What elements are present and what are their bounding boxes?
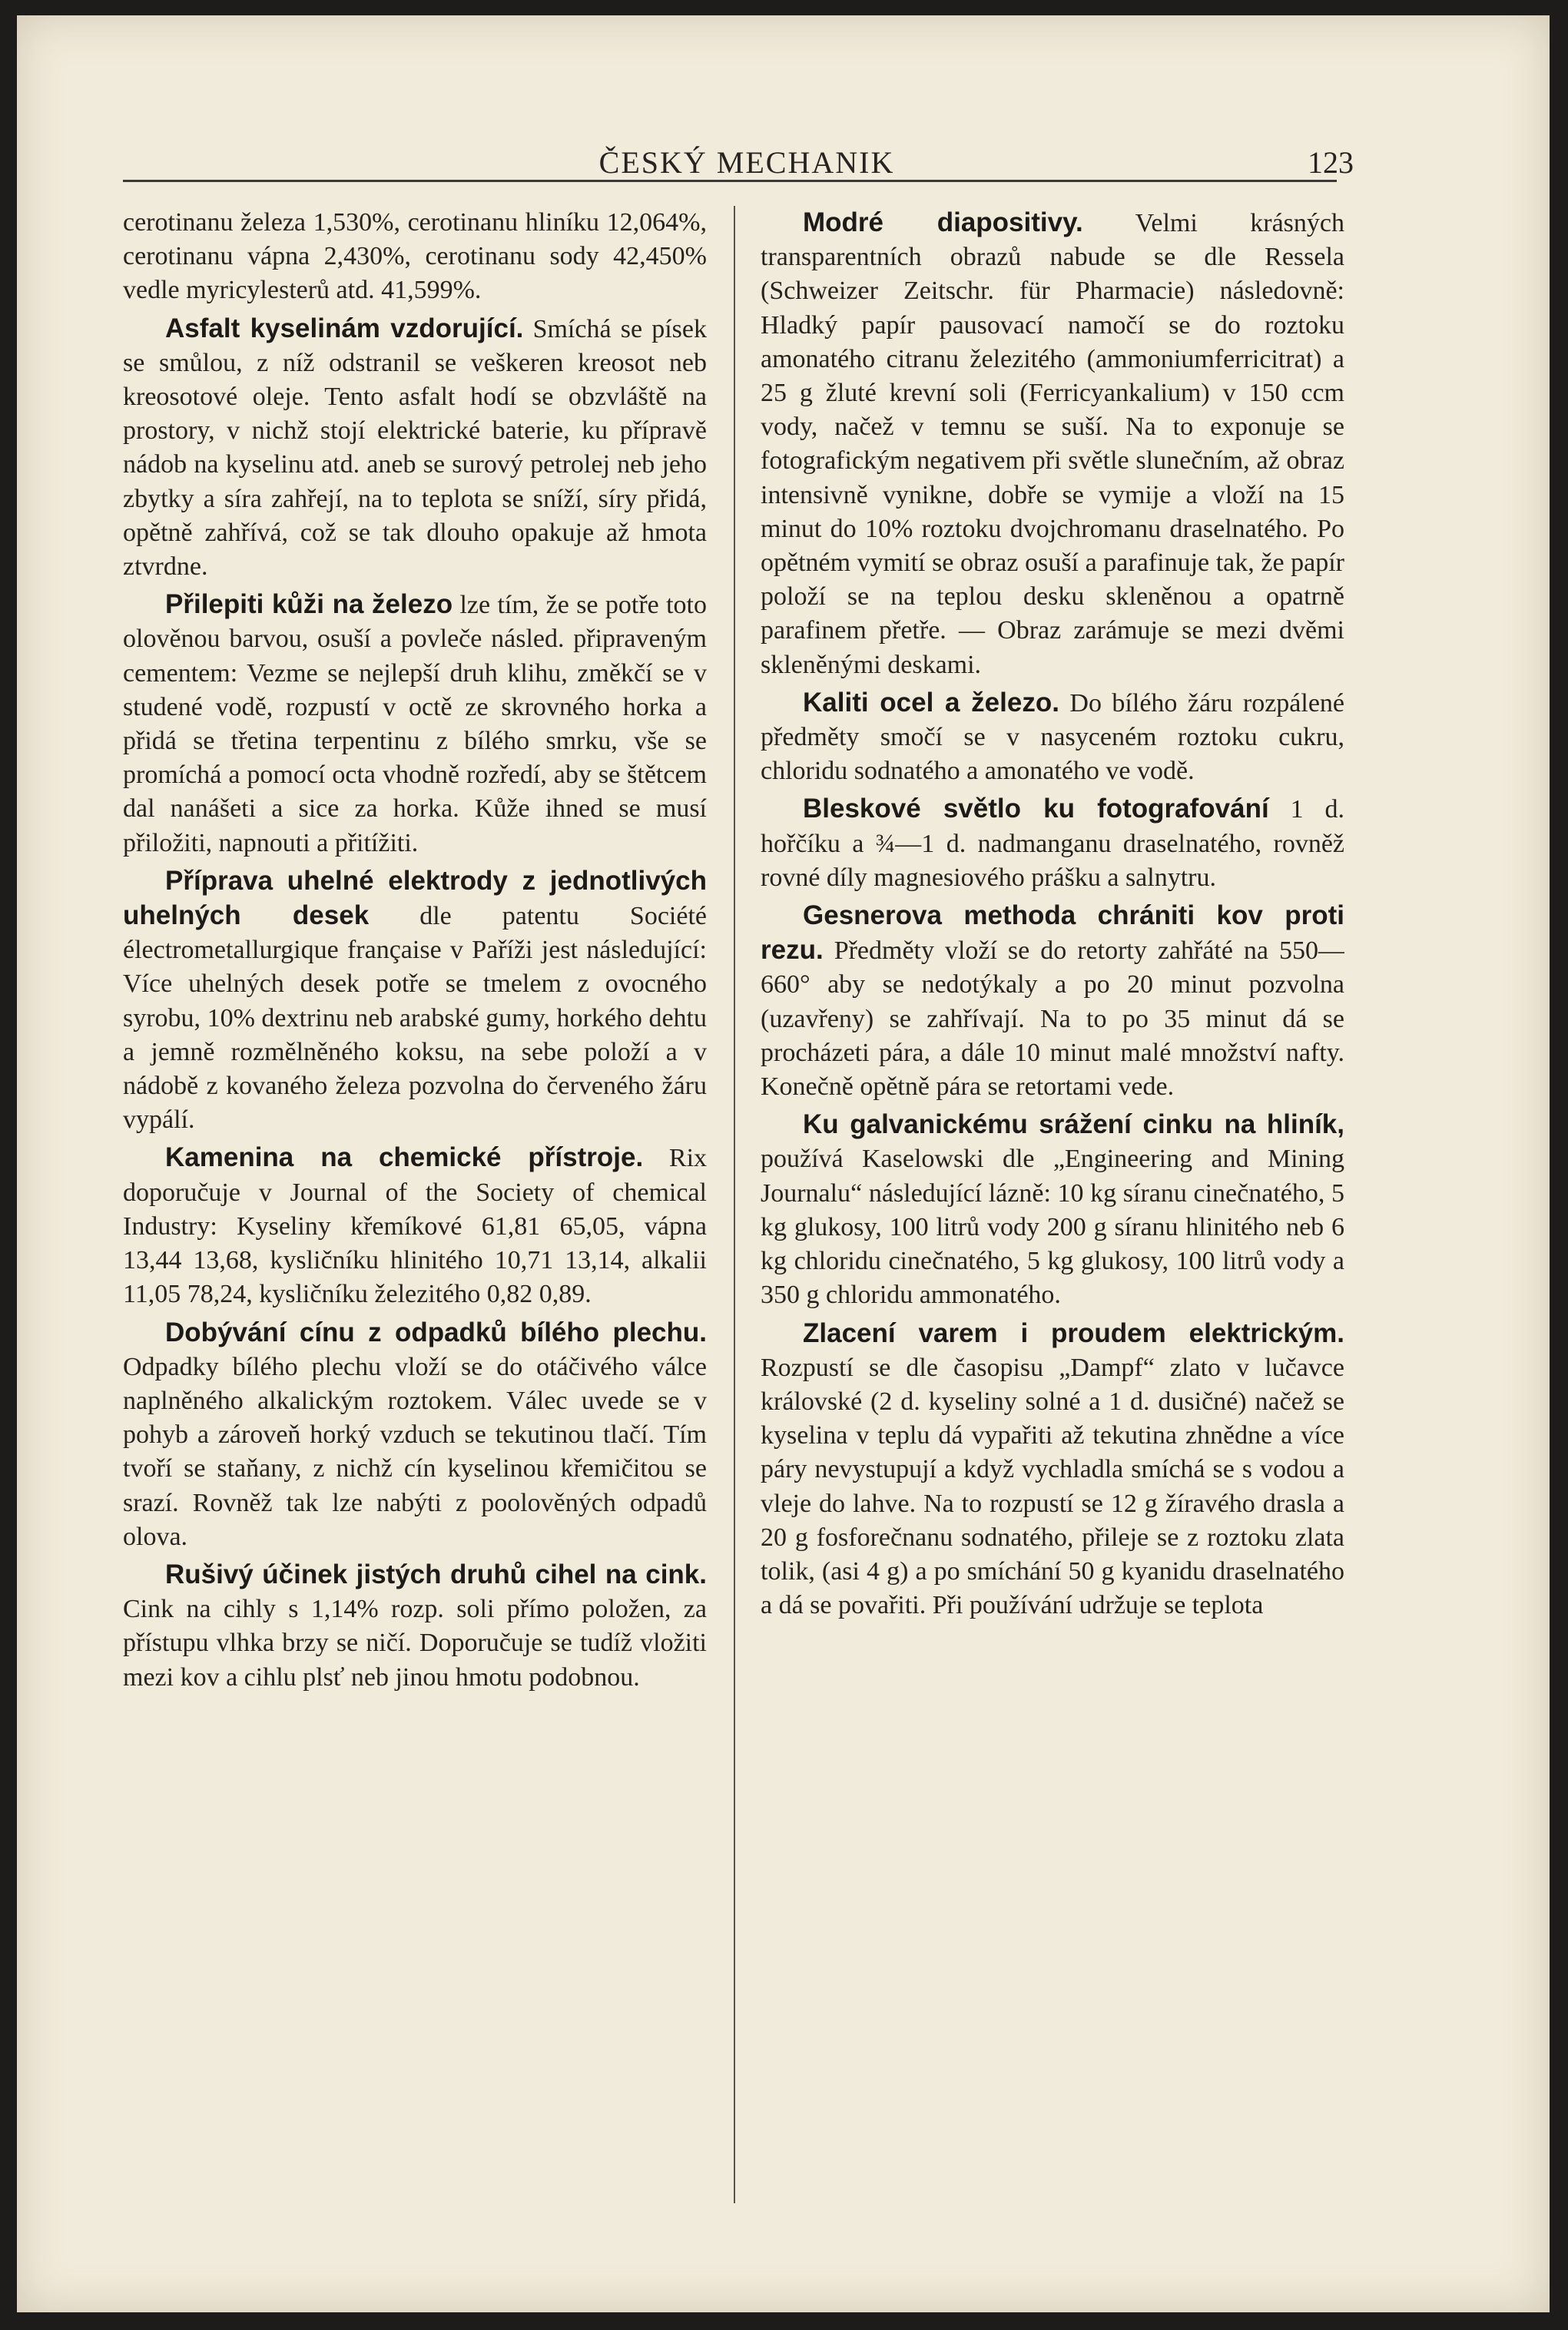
- article-uhelna-elektroda: [123, 864, 707, 1138]
- article-zlaceni: [761, 1317, 1344, 1623]
- article-text: 1 d. hořčíku a ¾—1 d. nadmanganu draselnatého, rovněž rovné díly magnesiového prášku a salnytru.: [761, 795, 1344, 892]
- article-heading: Bleskové světlo ku fotografování: [803, 794, 1269, 824]
- left-column: [123, 206, 707, 2234]
- article-heading: Ku galvanickému srážení cinku na hliník,: [803, 1109, 1344, 1140]
- article-heading: Rušivý účinek jistých druhů cihel na cink.: [165, 1559, 707, 1589]
- article-asfalt: [123, 312, 707, 585]
- article-rusivy-ucinek: [123, 1558, 707, 1695]
- article-heading: Dobývání cínu z odpadků bílého plechu.: [165, 1317, 707, 1347]
- right-column: [761, 206, 1344, 2234]
- header-rule: [123, 180, 1337, 182]
- article-heading: Modré diapositivy.: [803, 207, 1083, 237]
- article-kaliti-ocel: [761, 686, 1344, 789]
- article-heading: Příprava uhelné elektrody z jednotlivých uhelných desek: [123, 865, 707, 931]
- article-text: Odpadky bílého plechu vloží se do otáčivého válce naplněného alkalickým roztokem. Válec uvede se v pohyb a zároveň horký vzduch se tekutinou tlačí. Tím tvoří se staňany, z nichž cín kyselinou křemičitou se srazí. Rovněž tak lze nabýti z poolověných odpadů olova.: [123, 1352, 707, 1551]
- article-bleskove-svetlo: [761, 792, 1344, 895]
- article-kamenina: [123, 1141, 707, 1311]
- article-text: dle patentu Société électrometallurgique française v Paříži jest následující: Více uhelných desek potře se tmelem z ovocného syrobu, 10% dextrinu neb arabské gumy, horkého dehtu a jemně rozmělněného koksu, na sebe položí a v nádobě z kovaného železa pozvolna do červeného žáru vypálí.: [123, 902, 707, 1135]
- article-dobyvani-cinu: [123, 1316, 707, 1554]
- article-modre-diapositivy: [761, 206, 1344, 682]
- article-text: Velmi krásných transparentních obrazů nabude se dle Ressela (Schweizer Zeitschr. für Pharmacie) následovně: Hladký papír pausovací namočí se do roztoku amonatého citranu železitého (ammoniumferricitrat) a 25 g žluté krevní soli (Ferricyankalium) v 150 ccm vody, načež v temnu se suší. Na to exponuje se fotografickým negativem při světle slunečním, až obraz intensivně vynikne, dobře se vymije a vloží na 15 minut do 10% roztoku dvojchromanu draselnatého. Po opětném vymití se obraz osuší a parafinuje tak, že papír položí se na teplou desku skleněnou a opatrně parafinem přetře. — Obraz zarámuje se mezi dvěmi skleněnými deskami.: [761, 209, 1344, 679]
- page-number: 123: [1308, 145, 1354, 180]
- article-heading: Asfalt kyselinám vzdorující.: [165, 313, 524, 343]
- article-heading: Zlacení varem i proudem elektrickým.: [803, 1317, 1344, 1348]
- article-text: Předměty vloží se do retorty zahřáté na 550—660° aby se nedotýkaly a po 20 minut pozvolna (uzavřeny) se zahřívají. Na to po 35 minut dá se procházeti pára, a dále 10 minut malé množství nafty. Konečně opětně pára se retortami vede.: [761, 936, 1344, 1102]
- article-text: Rozpustí se dle časopisu „Dampf“ zlato v lučavce královské (2 d. kyseliny solné a 1 d. dusičné) načež se kyselina v teplu dá vypařiti až tekutina zhnědne a více páry nevystupují a když vychladla smíchá se s vodou a vleje do lahve. Na to rozpustí se 12 g žíravého drasla a 20 g fosforečnanu sodnatého, přileje se z roztoku zlata tolik, (asi 4 g) a po smíchání 50 g kyanidu draselnatého a dá se povařiti. Při používání udržuje se teplota: [761, 1353, 1344, 1620]
- journal-title: ČESKÝ MECHANIK: [598, 145, 895, 180]
- article-text: Cink na cihly s 1,14% rozp. soli přímo položen, za přístupu vlhka brzy se ničí. Doporučuje se tudíž vložiti mezi kov a cihlu plsť neb jinou hmotu podobnou.: [123, 1595, 707, 1692]
- article-heading: Kaliti ocel a železo.: [803, 687, 1059, 718]
- article-prilepiti-kuzi: [123, 588, 707, 860]
- article-galvanicke-srazeni: [761, 1108, 1344, 1312]
- column-divider: [734, 206, 735, 2203]
- article-text: Rix doporučuje v Journal of the Society of chemical Industry: Kyseliny křemíkové 61,81 65,05, vápna 13,44 13,68, kysličníku hlinitého 10,71 13,14, alkalii 11,05 78,24, kysličníku železitého 0,82 0,89.: [123, 1144, 707, 1309]
- article-heading: Přilepiti kůži na železo: [165, 589, 453, 620]
- article-heading: Kamenina na chemické přístroje.: [165, 1142, 644, 1173]
- article-continuation: [123, 206, 707, 308]
- article-text: Do bílého žáru rozpálené předměty smočí se v nasyceném roztoku cukru, chloridu sodnatého a amonatého ve vodě.: [761, 688, 1344, 786]
- page-header: [140, 144, 1354, 191]
- article-text: Smíchá se písek se smůlou, z níž odstranil se veškeren kreosot neb kreosotové oleje. Tento asfalt hodí se obzvláště na prostory, v nichž stojí elektrické baterie, ku přípravě nádob na kyselinu atd. aneb se surový petrolej neb jeho zbytky a síra zahřejí, na to teplota se sníží, síry přidá, opětně zahřívá, což se tak dlouho opakuje až hmota ztvrdne.: [123, 314, 707, 582]
- article-text: používá Kaselowski dle „Engineering and Mining Journalu“ následující lázně: 10 kg síranu cinečnatého, 5 kg glukosy, 100 litrů vody 200 g síranu hlinitého neb 6 kg chloridu cinečnatého, 5 kg glukosy, 100 litrů vody a 350 g chloridu ammonatého.: [761, 1145, 1344, 1310]
- article-text: lze tím, že se potře toto olověnou barvou, osuší a povleče násled. připraveným cementem: Vezme se nejlepší druh klihu, změkčí se v studené vodě, rozpustí v octě ze skrovného horka a přidá se třetina terpentinu z bílého smrku, vše se promíchá a pomocí octa vhodně rozředí, aby se štětcem dal nanášeti a sice za horka. Kůže ihned se musí přiložiti, napnouti a přitížiti.: [123, 591, 707, 857]
- article-gesnerova-methoda: [761, 899, 1344, 1104]
- article-text: cerotinanu železa 1,530%, cerotinanu hliníku 12,064%, cerotinanu vápna 2,430%, cerotinanu sody 42,450% vedle myricylesterů atd. 41,599%.: [123, 208, 707, 305]
- article-heading: Gesnerova methoda chrániti kov proti rezu.: [761, 900, 1344, 966]
